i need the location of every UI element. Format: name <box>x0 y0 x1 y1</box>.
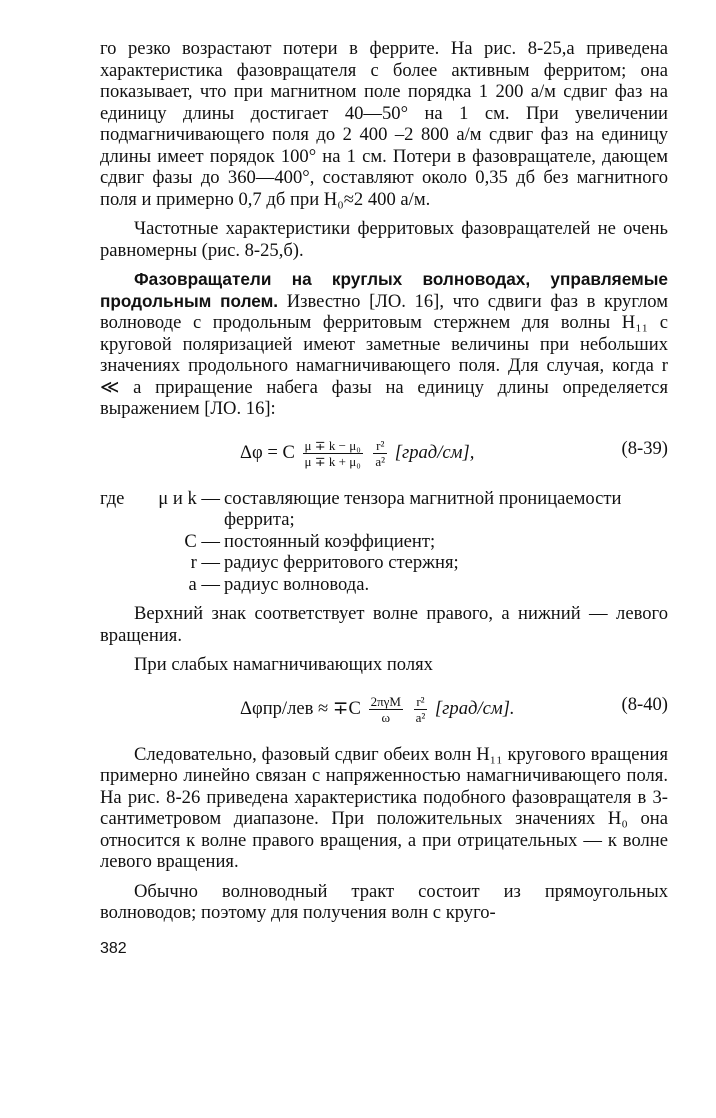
paragraph-3 <box>100 269 668 420</box>
definition-row <box>100 552 668 574</box>
eq1-ratio-num: r² <box>373 438 387 454</box>
definition-symbol: μ и k — <box>158 487 220 509</box>
definition-text: радиус волновода. <box>224 573 370 595</box>
eq1-lhs: Δφ = C <box>240 441 295 463</box>
equation-8-40-expr <box>240 694 515 725</box>
eq2-ratio <box>414 694 428 725</box>
equation-number-8-39: (8-39) <box>621 437 668 459</box>
book-page <box>100 38 668 959</box>
page-number: 382 <box>100 939 127 957</box>
eq2-numerator: 2πγM <box>370 693 401 709</box>
definition-text: составляющие тензора магнитной проницаемости феррита; <box>224 487 622 530</box>
eq1-ratio <box>373 438 387 469</box>
eq2-ratio-num: r² <box>414 694 428 710</box>
paragraph-7: Обычно волноводный тракт состоит из прямоугольных волноводов; поэтому для получения волн с круго- <box>100 880 668 923</box>
equation-number-8-40: (8-40) <box>621 693 668 715</box>
eq1-numerator: μ ∓ k − μ₀ <box>304 437 361 453</box>
paragraph-1: го резко возрастают потери в феррите. На рис. 8-25,а приведена характеристика фазовращателя с более активным ферритом; она показывает, что при магнитном поле порядка 1 200 а/м сдвиг фаз на единицу длины достигает 40—50° на 1 см. При увеличении подмагничивающего поля до 2 400 –2 800 а/м сдвиг фаз на единицу длины имеет порядок 100° на 1 см. Потери в фазовращателе, дающем сдвиг фазы до 360—400°, составляют около 0,35 дб без магнитного поля и примерно 0,7 дб при H₀≈2 400 а/м. <box>100 38 668 210</box>
eq1-unit: [град/см], <box>394 441 475 463</box>
equation-8-39-expr <box>240 438 474 469</box>
definitions-list <box>100 488 668 596</box>
definition-row <box>100 574 668 596</box>
where-lead: где <box>100 487 125 509</box>
equation-8-40 <box>100 686 668 734</box>
eq1-ratio-den: a² <box>375 453 386 469</box>
paragraph-4: Верхний знак соответствует волне правого, а нижний — левого вращения. <box>100 603 668 646</box>
definition-row <box>100 531 668 553</box>
definition-symbol: a — <box>188 573 220 595</box>
eq2-fraction <box>369 694 403 725</box>
eq2-denominator: ω <box>381 709 391 725</box>
equation-8-39 <box>100 430 668 478</box>
definition-symbol: r — <box>190 552 220 573</box>
section-heading: Фазовращатели на круглых волноводах, управляемые продольным полем. <box>100 269 668 311</box>
eq1-denominator: μ ∓ k + μ₀ <box>304 453 361 469</box>
eq2-unit: [град/см]. <box>434 697 515 719</box>
definition-text: постоянный коэффициент; <box>224 530 436 552</box>
definition-row <box>100 488 668 531</box>
paragraph-3-text: Известно [ЛО. 16], что сдвиги фаз в круглом волноводе с продольным ферритовым стержнем для волны H₁₁ с круговой поляризацией имеют заметные величины при небольших значениях продольного намагничивающего поля. Для случая, когда r ≪ a приращение набега фазы на единицу длины определяется выражением [ЛО. 16]: <box>100 290 669 419</box>
eq2-ratio-den: a² <box>415 709 426 725</box>
eq2-lhs: Δφпр/лев ≈ ∓C <box>240 697 361 719</box>
paragraph-6: Следовательно, фазовый сдвиг обеих волн H₁₁ кругового вращения примерно линейно связан с напряженностью намагничивающего поля. На рис. 8-26 приведена характеристика подобного фазовращателя в 3-сантиметровом диапазоне. При положительных значениях H₀ она относится к волне правого вращения, а при отрицательных — к волне левого вращения. <box>100 743 668 872</box>
paragraph-2: Частотные характеристики ферритовых фазовращателей не очень равномерны (рис. 8-25,б). <box>100 218 668 261</box>
definition-text: радиус ферритового стержня; <box>224 552 459 573</box>
paragraph-5: При слабых намагничивающих полях <box>134 654 433 675</box>
definition-symbol: C — <box>184 530 220 552</box>
eq1-fraction <box>303 438 363 469</box>
